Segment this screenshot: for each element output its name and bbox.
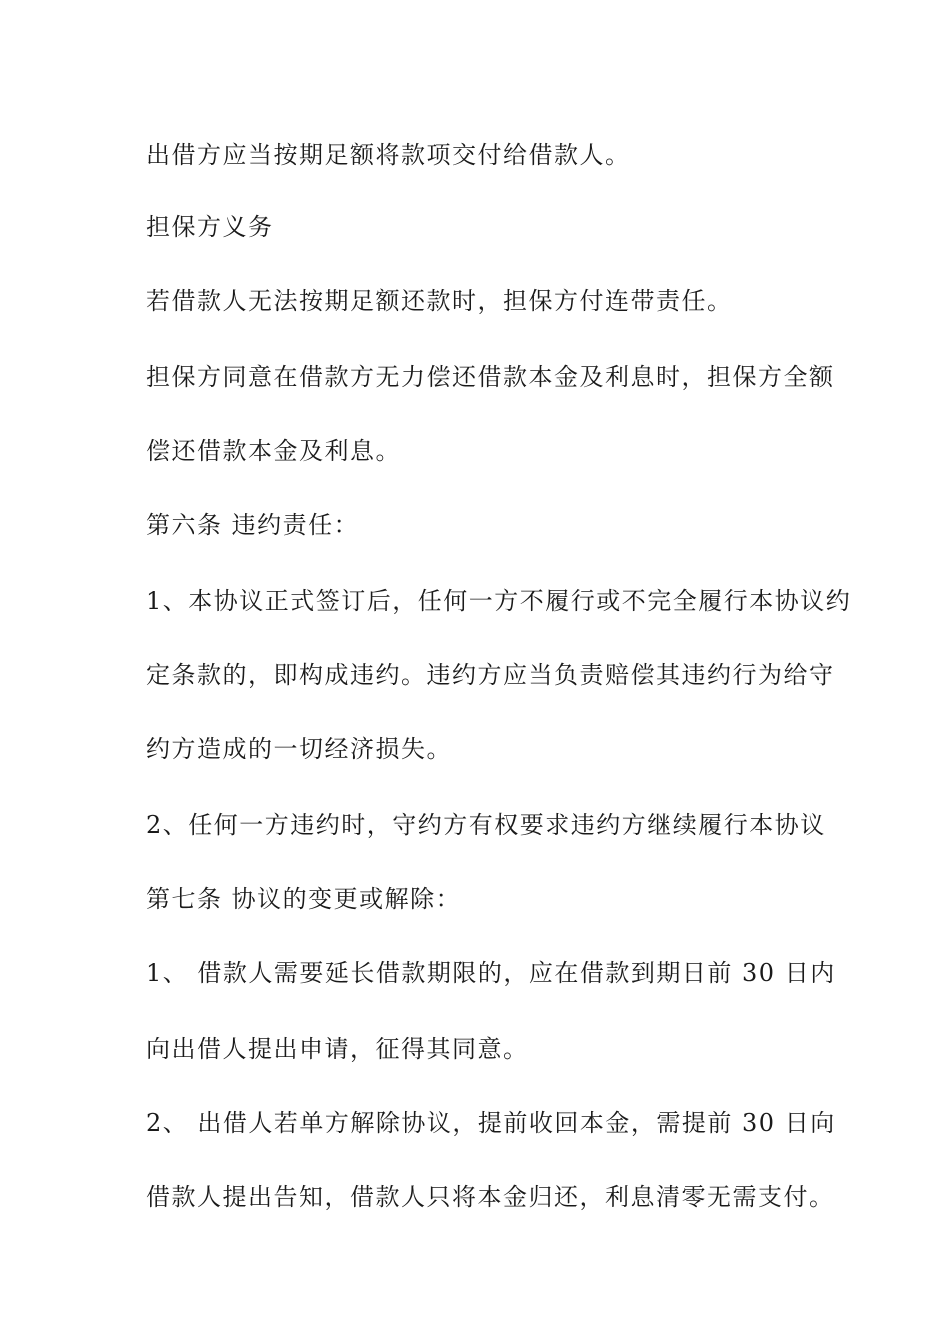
article-7-heading: 第七条 协议的变更或解除：: [146, 885, 462, 913]
text-line-8: 定条款的，即构成违约。违约方应当负责赔偿其违约行为给守: [146, 661, 835, 689]
section-heading-guarantor-obligations: 担保方义务: [146, 213, 274, 241]
text-line-9: 约方造成的一切经济损失。: [146, 735, 452, 763]
article-6-heading: 第六条 违约责任：: [146, 511, 360, 539]
text-line-14: 2、 出借人若单方解除协议，提前收回本金，需提前 30 日向: [146, 1109, 836, 1137]
text-line-7: 1、本协议正式签订后，任何一方不履行或不完全履行本协议约: [146, 587, 852, 615]
text-line-10: 2、任何一方违约时，守约方有权要求违约方继续履行本协议: [146, 811, 826, 839]
text-line-5: 偿还借款本金及利息。: [146, 437, 401, 465]
text-line-12: 1、 借款人需要延长借款期限的，应在借款到期日前 30 日内: [146, 959, 836, 987]
text-line-3: 若借款人无法按期足额还款时，担保方付连带责任。: [146, 287, 733, 315]
text-line-13: 向出借人提出申请，征得其同意。: [146, 1035, 529, 1063]
text-line-1: 出借方应当按期足额将款项交付给借款人。: [146, 141, 631, 169]
text-line-4: 担保方同意在借款方无力偿还借款本金及利息时，担保方全额: [146, 363, 835, 391]
text-line-15: 借款人提出告知，借款人只将本金归还，利息清零无需支付。: [146, 1183, 835, 1211]
